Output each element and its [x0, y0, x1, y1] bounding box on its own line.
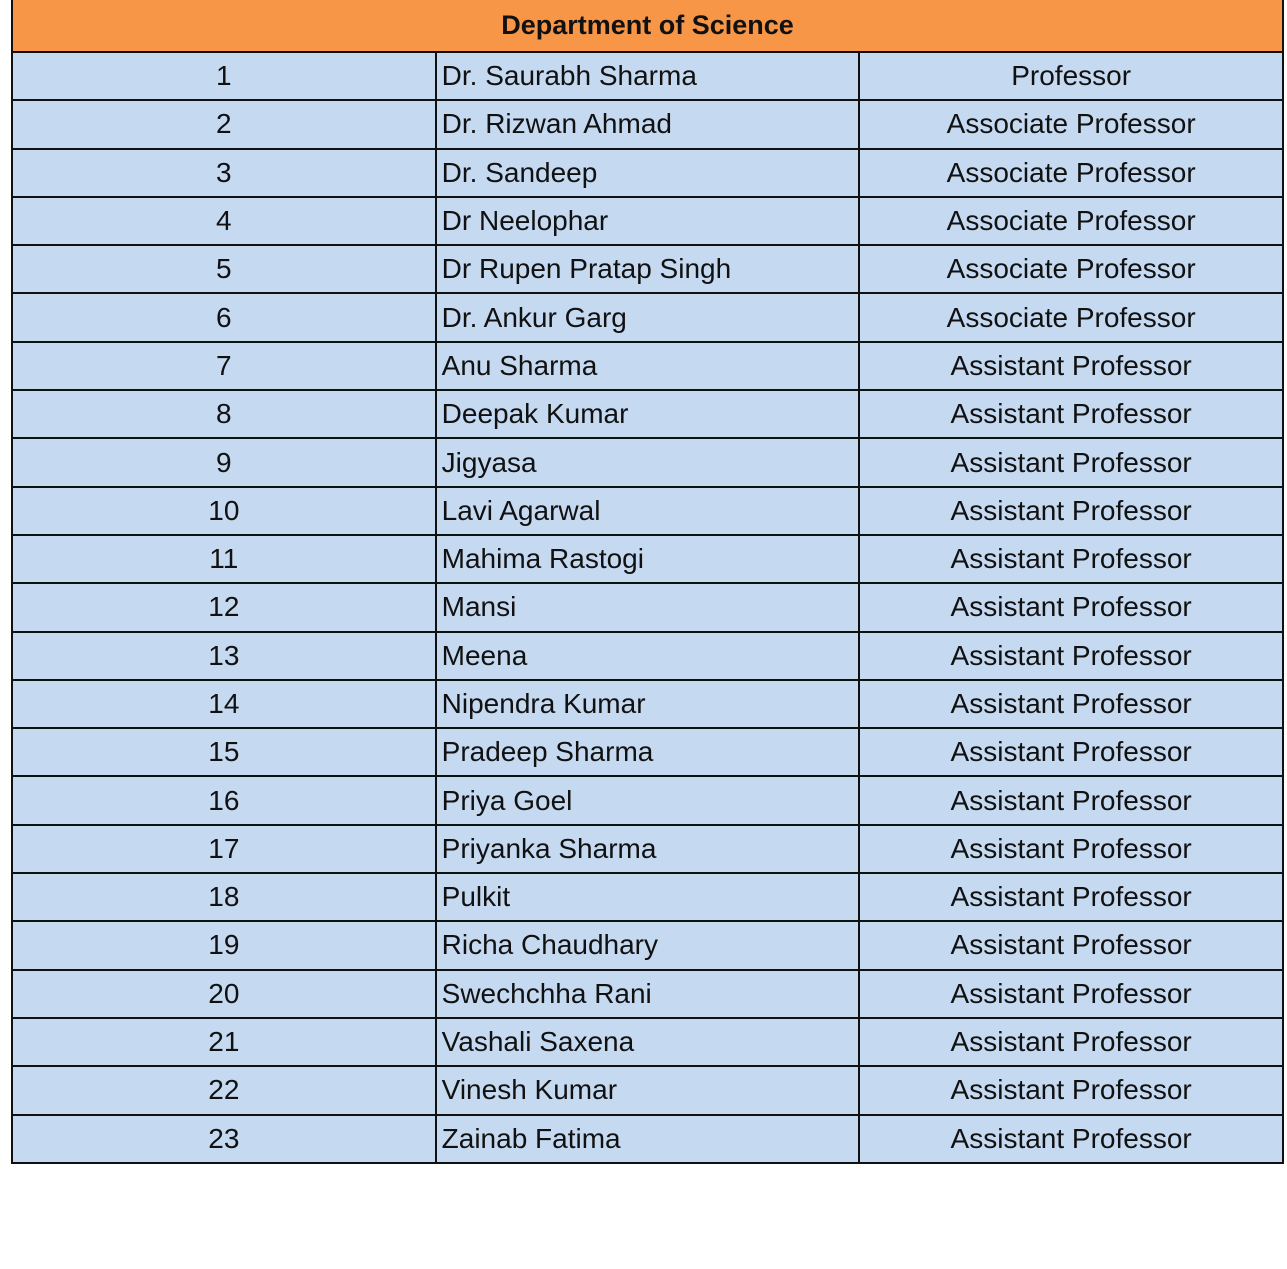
- designation-cell: Assistant Professor: [859, 342, 1283, 390]
- faculty-name-cell: Dr Rupen Pratap Singh: [436, 245, 860, 293]
- designation-cell: Assistant Professor: [859, 680, 1283, 728]
- table-row: [12, 100, 1283, 148]
- serial-number-cell: 20: [12, 970, 436, 1018]
- table-row: [12, 1018, 1283, 1066]
- serial-number-cell: 4: [12, 197, 436, 245]
- faculty-name-cell: Priya Goel: [436, 776, 860, 824]
- faculty-name-cell: Swechchha Rani: [436, 970, 860, 1018]
- serial-number-cell: 13: [12, 632, 436, 680]
- designation-cell: Assistant Professor: [859, 921, 1283, 969]
- faculty-name-cell: Mansi: [436, 583, 860, 631]
- serial-number-cell: 9: [12, 438, 436, 486]
- designation-cell: Assistant Professor: [859, 438, 1283, 486]
- designation-cell: Assistant Professor: [859, 970, 1283, 1018]
- designation-cell: Associate Professor: [859, 293, 1283, 341]
- faculty-name-cell: Priyanka Sharma: [436, 825, 860, 873]
- table-row: [12, 52, 1283, 100]
- serial-number-cell: 15: [12, 728, 436, 776]
- designation-cell: Associate Professor: [859, 197, 1283, 245]
- designation-cell: Professor: [859, 52, 1283, 100]
- table-row: [12, 149, 1283, 197]
- serial-number-cell: 21: [12, 1018, 436, 1066]
- designation-cell: Assistant Professor: [859, 390, 1283, 438]
- table-row: [12, 197, 1283, 245]
- table-row: [12, 535, 1283, 583]
- designation-cell: Assistant Professor: [859, 583, 1283, 631]
- faculty-name-cell: Dr. Ankur Garg: [436, 293, 860, 341]
- faculty-name-cell: Nipendra Kumar: [436, 680, 860, 728]
- serial-number-cell: 18: [12, 873, 436, 921]
- faculty-name-cell: Dr. Rizwan Ahmad: [436, 100, 860, 148]
- table-row: [12, 293, 1283, 341]
- designation-cell: Associate Professor: [859, 245, 1283, 293]
- table-row: [12, 873, 1283, 921]
- faculty-name-cell: Vinesh Kumar: [436, 1066, 860, 1114]
- faculty-name-cell: Mahima Rastogi: [436, 535, 860, 583]
- staff-table: [11, 0, 1284, 1164]
- table-row: [12, 970, 1283, 1018]
- table-row: [12, 487, 1283, 535]
- designation-cell: Assistant Professor: [859, 1115, 1283, 1163]
- table-row: [12, 921, 1283, 969]
- serial-number-cell: 5: [12, 245, 436, 293]
- designation-cell: Assistant Professor: [859, 728, 1283, 776]
- table-row: [12, 1066, 1283, 1114]
- table-row: [12, 583, 1283, 631]
- table-row: [12, 728, 1283, 776]
- table-body: [12, 52, 1283, 1163]
- serial-number-cell: 8: [12, 390, 436, 438]
- table-row: [12, 342, 1283, 390]
- designation-cell: Assistant Professor: [859, 776, 1283, 824]
- designation-cell: Assistant Professor: [859, 535, 1283, 583]
- designation-cell: Assistant Professor: [859, 873, 1283, 921]
- designation-cell: Assistant Professor: [859, 825, 1283, 873]
- faculty-name-cell: Richa Chaudhary: [436, 921, 860, 969]
- serial-number-cell: 19: [12, 921, 436, 969]
- serial-number-cell: 2: [12, 100, 436, 148]
- faculty-name-cell: Jigyasa: [436, 438, 860, 486]
- serial-number-cell: 11: [12, 535, 436, 583]
- serial-number-cell: 7: [12, 342, 436, 390]
- faculty-name-cell: Pulkit: [436, 873, 860, 921]
- serial-number-cell: 17: [12, 825, 436, 873]
- faculty-name-cell: Deepak Kumar: [436, 390, 860, 438]
- faculty-name-cell: Vashali Saxena: [436, 1018, 860, 1066]
- serial-number-cell: 12: [12, 583, 436, 631]
- faculty-name-cell: Anu Sharma: [436, 342, 860, 390]
- table-row: [12, 438, 1283, 486]
- designation-cell: Assistant Professor: [859, 1018, 1283, 1066]
- table-header-row: [12, 0, 1283, 52]
- designation-cell: Associate Professor: [859, 100, 1283, 148]
- table-row: [12, 825, 1283, 873]
- designation-cell: Assistant Professor: [859, 1066, 1283, 1114]
- serial-number-cell: 23: [12, 1115, 436, 1163]
- designation-cell: Assistant Professor: [859, 632, 1283, 680]
- faculty-name-cell: Zainab Fatima: [436, 1115, 860, 1163]
- faculty-name-cell: Pradeep Sharma: [436, 728, 860, 776]
- serial-number-cell: 22: [12, 1066, 436, 1114]
- table-row: [12, 776, 1283, 824]
- table-row: [12, 1115, 1283, 1163]
- serial-number-cell: 10: [12, 487, 436, 535]
- table-row: [12, 390, 1283, 438]
- serial-number-cell: 1: [12, 52, 436, 100]
- faculty-name-cell: Meena: [436, 632, 860, 680]
- department-title: Department of Science: [12, 0, 1283, 52]
- table-row: [12, 245, 1283, 293]
- table-row: [12, 632, 1283, 680]
- designation-cell: Assistant Professor: [859, 487, 1283, 535]
- designation-cell: Associate Professor: [859, 149, 1283, 197]
- faculty-name-cell: Dr Neelophar: [436, 197, 860, 245]
- serial-number-cell: 14: [12, 680, 436, 728]
- faculty-name-cell: Dr. Saurabh Sharma: [436, 52, 860, 100]
- serial-number-cell: 16: [12, 776, 436, 824]
- serial-number-cell: 3: [12, 149, 436, 197]
- faculty-name-cell: Dr. Sandeep: [436, 149, 860, 197]
- table-row: [12, 680, 1283, 728]
- serial-number-cell: 6: [12, 293, 436, 341]
- faculty-name-cell: Lavi Agarwal: [436, 487, 860, 535]
